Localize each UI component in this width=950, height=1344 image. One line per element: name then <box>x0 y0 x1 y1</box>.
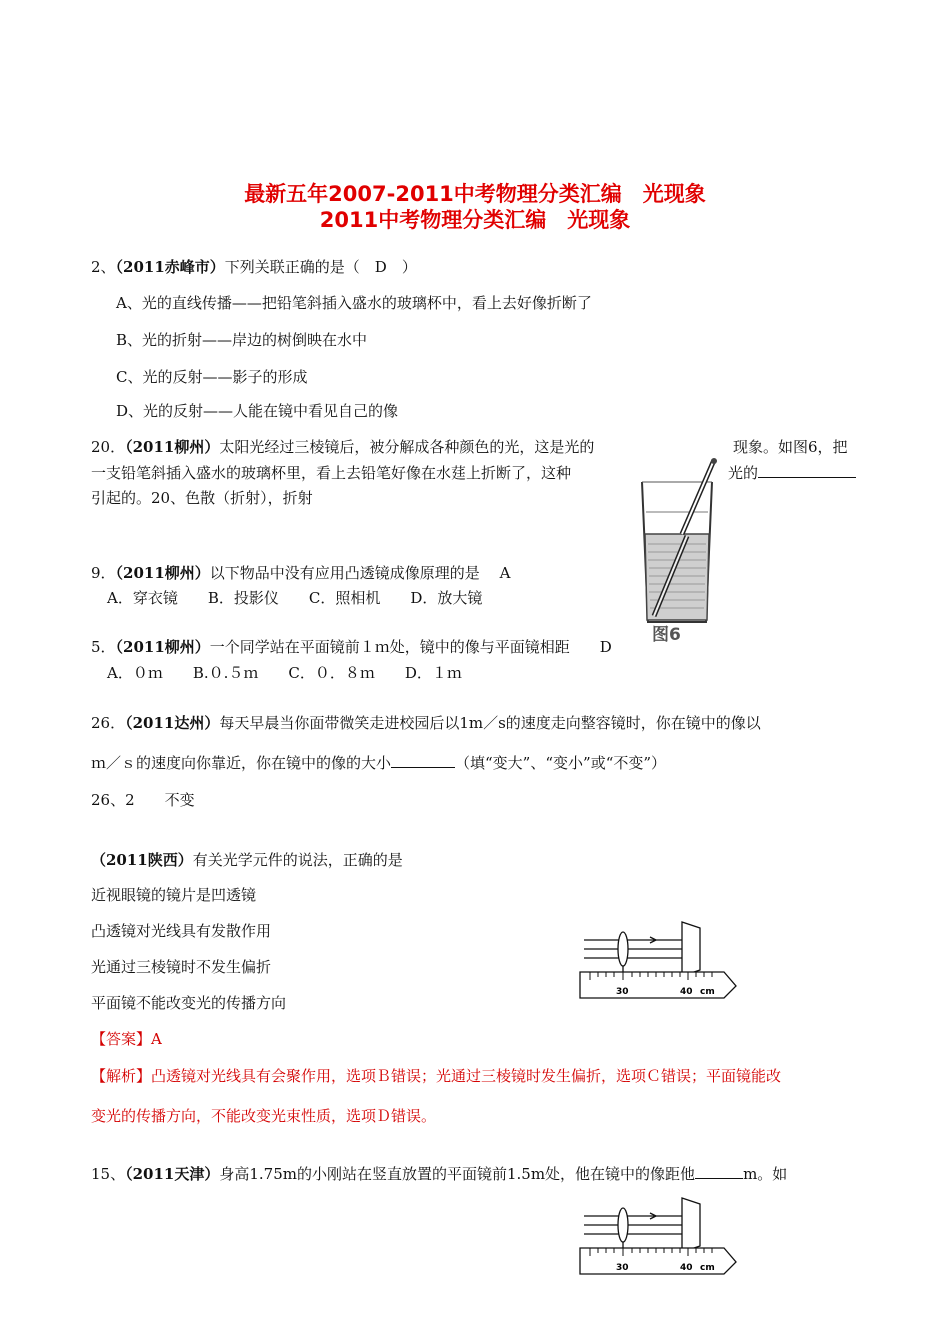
answer-blank <box>695 1164 743 1179</box>
ruler-label-40: 40 <box>680 1263 693 1273</box>
question-text: ｍ／ｓ的速度向你靠近，你在镜中的像的大小 <box>91 754 392 772</box>
question-shaanxi-answer <box>91 1028 162 1049</box>
lens-ruler-illustration <box>576 1192 740 1276</box>
ruler-unit: cm <box>700 987 715 997</box>
question-2-option-c: C、光的反射——影子的形成 <box>116 368 308 386</box>
question-20-line-3: 引起的。20、色散（折射），折射 <box>91 489 313 507</box>
question-2-stem <box>91 256 417 277</box>
question-text: 每天早晨当你面带微笑走进校园后以1m／s的速度走向整容镜时，你在镜中的像以 <box>219 714 761 732</box>
question-26-line-1 <box>91 712 761 733</box>
question-shaanxi-option-3: 光通过三棱镜时不发生偏折 <box>91 958 272 976</box>
question-shaanxi-stem <box>91 849 403 870</box>
answer-tag: 【答案】 <box>91 1030 152 1048</box>
question-number: 20． <box>91 438 126 456</box>
question-shaanxi-option-4: 平面镜不能改变光的传播方向 <box>91 994 287 1012</box>
analysis-tag: 【解析】 <box>91 1067 152 1085</box>
question-26-line-2 <box>91 752 666 773</box>
question-text: m。如 <box>743 1165 788 1183</box>
question-source: （2011天津） <box>125 1165 220 1183</box>
figure-label: 图6 <box>652 625 681 645</box>
question-source: （2011陕西） <box>91 851 193 869</box>
question-2-option-d: D、光的反射——人能在镜中看见自己的像 <box>116 402 399 420</box>
question-text: 太阳光经过三棱镜后，被分解成各种颜色的光，这是光的 <box>219 438 595 456</box>
ruler-label-40: 40 <box>680 987 693 997</box>
question-shaanxi-analysis-line-1 <box>91 1065 781 1086</box>
question-source: （2011柳州） <box>115 564 210 582</box>
lens-ruler-illustration <box>576 916 740 1000</box>
answer-blank <box>758 463 856 478</box>
question-9-stem <box>91 562 510 583</box>
ruler-label-30: 30 <box>616 1263 629 1273</box>
question-9-options: A．穿衣镜 B．投影仪 C．照相机 D．放大镜 <box>107 589 483 607</box>
question-shaanxi-option-2: 凸透镜对光线具有发散作用 <box>91 922 272 940</box>
ruler-label-30: 30 <box>616 987 629 997</box>
question-shaanxi-analysis-line-2: 变光的传播方向，不能改变光束性质，选项Ｄ错误。 <box>91 1107 437 1125</box>
question-shaanxi-option-1: 近视眼镜的镜片是凹透镜 <box>91 886 257 904</box>
question-number: 5． <box>91 638 116 656</box>
figure-6-pencil-in-water <box>632 452 728 648</box>
question-5-options: A．０ｍ B.０.５ｍ C．０．８ｍ D．１ｍ <box>107 664 462 682</box>
answer-value: A <box>151 1030 162 1048</box>
document-subtitle: 2011中考物理分类汇编 光现象 <box>319 208 631 232</box>
question-source: （2011柳州） <box>125 438 220 456</box>
glass-illustration <box>632 452 728 648</box>
question-2-option-a: A、光的直线传播——把铅笔斜插入盛水的玻璃杯中，看上去好像折断了 <box>116 294 592 312</box>
question-5-stem <box>91 636 612 657</box>
question-number: 2、 <box>91 258 116 276</box>
optical-bench-figure <box>576 916 740 1000</box>
question-text: 下列关联正确的是（ D ） <box>224 258 417 276</box>
question-text: 光的 <box>728 464 759 482</box>
optical-bench-figure-2 <box>576 1192 740 1276</box>
question-number: 26． <box>91 714 126 732</box>
question-text: 有关光学元件的说法，正确的是 <box>192 851 403 869</box>
question-text: （填“变大”、“变小”或“不变”） <box>455 754 667 772</box>
question-20-line-2-end <box>728 462 856 483</box>
document-title: 最新五年2007-2011中考物理分类汇编 光现象 <box>244 182 706 206</box>
question-text: 以下物品中没有应用凸透镜成像原理的是 A <box>209 564 511 582</box>
question-20-line-1 <box>91 436 594 457</box>
question-20-line-1-end: 现象。如图6，把 <box>733 438 848 456</box>
question-number: 9． <box>91 564 116 582</box>
question-15-line-1 <box>91 1163 787 1184</box>
answer-blank <box>391 753 455 768</box>
question-source: （2011达州） <box>125 714 220 732</box>
question-2-option-b: B、光的折射——岸边的树倒映在水中 <box>116 331 368 349</box>
question-20-line-2: 一支铅笔斜插入盛水的玻璃杯里，看上去铅笔好像在水莛上折断了，这种 <box>91 464 572 482</box>
question-text: 一个同学站在平面镜前１ｍ处，镜中的像与平面镜相距 D <box>209 638 612 656</box>
question-source: （2011柳州） <box>115 638 210 656</box>
question-text: 身高1.75m的小刚站在竖直放置的平面镜前1.5m处，他在镜中的像距他 <box>219 1165 696 1183</box>
question-26-answer: 26、2 不变 <box>91 791 195 809</box>
ruler-unit: cm <box>700 1263 715 1273</box>
question-source: （2011赤峰市） <box>115 258 225 276</box>
analysis-text: 凸透镜对光线具有会聚作用，选项Ｂ错误；光通过三棱镜时发生偏折，选项Ｃ错误；平面镜能改 <box>151 1067 782 1085</box>
question-number: 15、 <box>91 1165 126 1183</box>
